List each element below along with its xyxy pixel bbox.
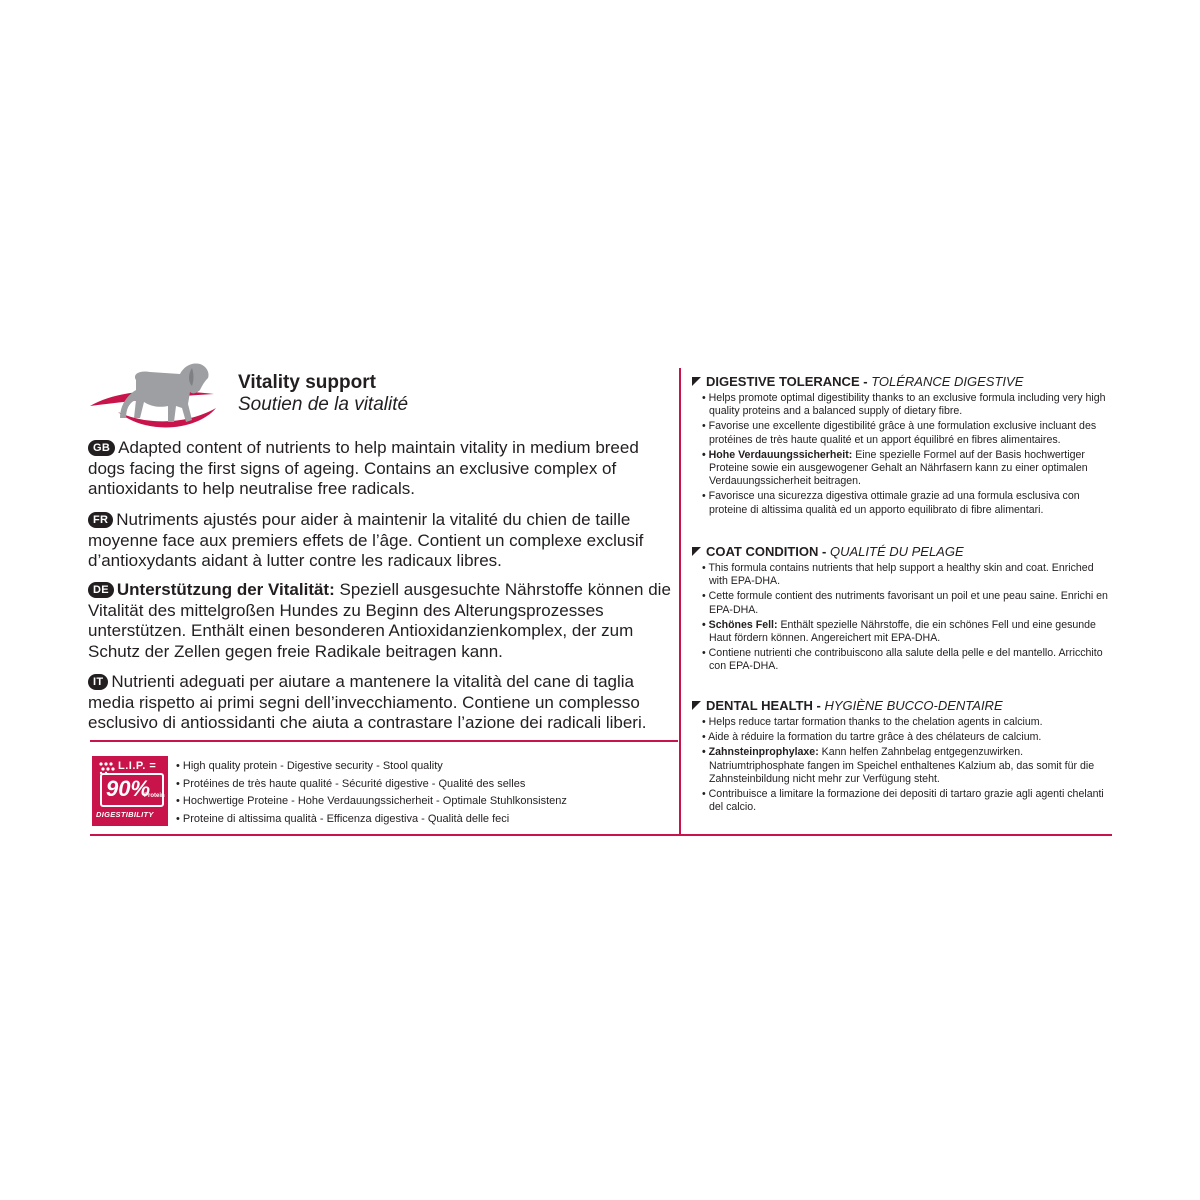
paragraph-text: Adapted content of nutrients to help maintain vitality in medium breed dogs facing the first signs of ageing. Contains an exclusive complex of antioxidants to help neutralise free radicals. <box>88 438 639 498</box>
corner-triangle-icon <box>692 377 701 386</box>
lip-percent-box <box>100 773 164 807</box>
item-lead: • Zahnsteinprophylaxe: <box>702 746 819 759</box>
list-item <box>702 731 1112 744</box>
lip-digestibility: DIGESTIBILITY <box>96 810 154 819</box>
paragraph-gb <box>88 438 673 500</box>
item-text: Eine spezielle Formel auf der Basis hochwertiger Proteine sowie ein ausgewogener Gehalt an Nährfasern kann zu einer optimalen Verdauungssicherheit beitragen. <box>709 448 1088 488</box>
heading-fr: HYGIÈNE BUCCO-DENTAIRE <box>824 698 1003 713</box>
list-item <box>702 647 1112 673</box>
dental-health-section <box>692 698 1112 816</box>
list-item: • High quality protein - Digestive security - Stool quality <box>176 760 443 772</box>
heading-fr: QUALITÉ DU PELAGE <box>829 544 964 559</box>
list-item <box>702 392 1112 418</box>
paragraph-text: Nutriments ajustés pour aider à maintenir la vitalité du chien de taille moyenne face aux premiers effets de l’âge. Contient un complexe exclusif d’antioxydants aidant à lutter contre les radicaux libres. <box>88 510 644 570</box>
paragraph-fr <box>88 510 673 572</box>
list-item: • Hochwertige Proteine - Hohe Verdauungssicherheit - Optimale Stuhlkonsistenz <box>176 795 567 808</box>
item-text: Kann helfen Zahnbelag entgegenzuwirken. Natriumtriphosphate fangen im Speichel enthaltenes Kalzium ab, das somit für die Zahnsteinbildung nicht mehr zur Verfügung steht. <box>709 746 1095 785</box>
benefit-list <box>692 716 1112 814</box>
item-text: • This formula contains nutrients that help support a healthy skin and coat. Enriched with EPA-DHA. <box>702 562 1094 588</box>
lip-digestibility-badge <box>92 756 168 826</box>
paragraph-it <box>88 672 673 734</box>
list-item <box>702 746 1112 786</box>
item-text: • Cette formule contient des nutriments favorisant un poil et une peau saine. Enrichi en EPA-DHA. <box>702 590 1108 616</box>
paragraph-text: Speziell ausgesuchte Nährstoffe können die Vitalität des mittelgroßen Hundes zu Beginn des Alterungsprozesses unterstützen. Enthält einen besonderen Antioxidanzienkomplex, der zum Schutz der Zellen gegen freie Radikale beitragen kann. <box>88 580 671 661</box>
item-lead: • Schönes Fell: <box>702 618 778 631</box>
corner-triangle-icon <box>692 701 701 710</box>
list-item <box>702 590 1112 616</box>
lip-label: L.I.P. = <box>118 760 157 772</box>
paragraph-lead: Unterstützung der Vitalität: <box>116 580 335 599</box>
section-heading <box>692 544 1112 560</box>
lip-protein: Protein <box>144 793 165 799</box>
language-badge-de: DE <box>88 582 114 598</box>
item-text: • Contiene nutrienti che contribuiscono alla salute della pelle e del mantello. Arricchito con EPA-DHA. <box>702 647 1103 673</box>
coat-condition-section <box>692 544 1112 676</box>
list-item: • Proteine di altissima qualità - Efficenza digestiva - Qualità delle feci <box>176 813 510 826</box>
language-badge-gb: GB <box>88 440 115 456</box>
corner-triangle-icon <box>692 547 701 556</box>
heading-en: DIGESTIVE TOLERANCE - <box>706 374 868 389</box>
item-text: • Helps reduce tartar formation thanks to the chelation agents in calcium. <box>702 716 1043 728</box>
column-divider <box>679 368 681 834</box>
section-heading <box>692 374 1112 390</box>
paragraph-text: Nutrienti adeguati per aiutare a mantenere la vitalità del cane di taglia media rispetto ai primi segni dell’invecchiamento. Contiene un complesso esclusivo di antiossidanti che aiuta a contrastare l’azione dei radicali liberi. <box>88 672 647 732</box>
paragraph-de <box>88 580 673 662</box>
item-text: • Helps promote optimal digestibility thanks to an exclusive formula including very high quality proteins and a balanced supply of dietary fibre. <box>702 392 1106 418</box>
divider <box>90 740 678 742</box>
list-item <box>702 490 1112 516</box>
section-subtitle: Soutien de la vitalité <box>238 394 409 415</box>
digestive-tolerance-section <box>692 374 1112 519</box>
list-item <box>702 619 1112 645</box>
list-item <box>702 788 1112 814</box>
benefit-list <box>692 562 1112 674</box>
benefit-list <box>692 392 1112 517</box>
item-text: • Aide à réduire la formation du tartre grâce à des chélateurs de calcium. <box>702 731 1042 744</box>
heading-en: DENTAL HEALTH - <box>706 698 821 713</box>
lip-benefits-list <box>176 758 567 829</box>
heading-fr: TOLÉRANCE DIGESTIVE <box>871 374 1024 389</box>
item-text: Enthält spezielle Nährstoffe, die ein schönes Fell und eine gesunde Haut fördern können. Angereichert mit EPA-DHA. <box>709 618 1096 645</box>
list-item <box>702 449 1112 489</box>
list-item <box>702 420 1112 446</box>
language-badge-fr: FR <box>88 512 113 528</box>
list-item: • Protéines de très haute qualité - Sécurité digestive - Qualité des selles <box>176 777 526 790</box>
section-title: Vitality support <box>238 372 376 393</box>
item-text: • Favorise une excellente digestibilité grâce à une formulation exclusive incluant des protéines de très haute qualité et un apport équilibré en fibres alimentaires. <box>702 420 1097 446</box>
lip-percent: 90% <box>106 776 151 801</box>
language-badge-it: IT <box>88 674 108 690</box>
bottom-divider <box>90 834 1112 836</box>
item-lead: • Hohe Verdauungssicherheit: <box>702 448 853 461</box>
heading-en: COAT CONDITION - <box>706 544 827 559</box>
item-text: • Favorisce una sicurezza digestiva ottimale grazie ad una formula esclusiva con proteine di altissima qualità ed un apporto equilibrato di fibre alimentari. <box>702 490 1080 516</box>
list-item <box>702 562 1112 588</box>
item-text: • Contribuisce a limitare la formazione dei depositi di tartaro grazie agli agenti chelanti del calcio. <box>702 788 1104 814</box>
list-item <box>702 716 1112 729</box>
dog-icon <box>88 360 228 438</box>
product-info-panel <box>88 360 1112 842</box>
section-heading <box>692 698 1112 714</box>
